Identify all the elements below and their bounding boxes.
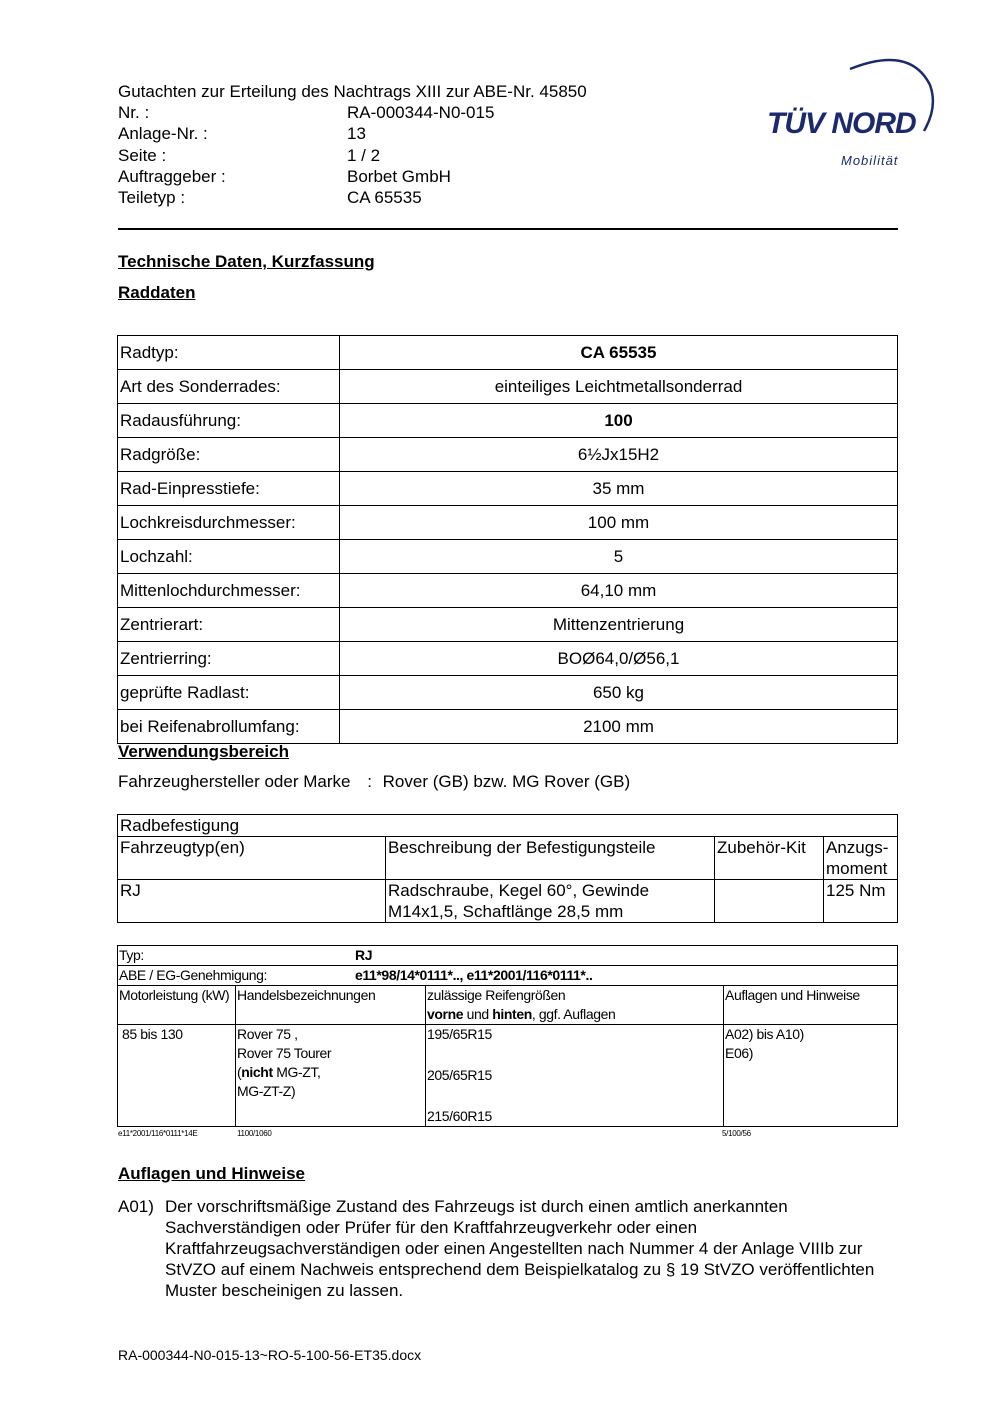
small-code-a: e11*2001/116*0111*14E [118,1129,198,1138]
reifen-und: und [463,1006,493,1022]
reifen-header-line2 [427,1005,722,1024]
header-value: 13 [347,124,366,144]
motor-value: 85 bis 130 [118,1025,236,1127]
section-title-raddaten: Raddaten [118,283,196,302]
reifen-size: 205/65R15 [427,1067,492,1083]
table-row [118,506,898,540]
table-row [118,966,898,986]
typ-row [118,946,898,966]
handel-cell [236,1025,426,1127]
reifen-cell [426,1025,724,1127]
reifen-size: 195/65R15 [427,1026,492,1042]
tuv-nord-logo: TÜV NORD [767,107,916,140]
raddaten-value: 100 [340,404,898,438]
befestigung-typ: RJ [118,880,386,923]
section-title-verwendung: Verwendungsbereich [118,742,289,761]
raddaten-value: 5 [340,540,898,574]
abe-row [118,966,898,986]
reifen-hinten: hinten [492,1006,532,1022]
typ-value: RJ [355,947,373,963]
raddaten-value: 64,10 mm [340,574,898,608]
table-row [118,642,898,676]
raddaten-label: Zentrierring: [118,642,340,676]
auflage-text: Der vorschriftsmäßige Zustand des Fahrzeugs ist durch einen amtlich anerkannten Sachverständigen oder Prüfer für den Kraftfahrzeugverkehr oder einen Kraftfahrzeugsachverständigen oder einen Angestellten nach Nummer 4 der Anlage VIIIb zur StVZO auf einem Nachweis entsprechend dem Beispielkatalog zu § 19 StVZO veröffentlichten Muster bescheinigen zu lassen. [165,1197,875,1300]
table-row [118,472,898,506]
raddaten-label: Mittenlochdurchmesser: [118,574,340,608]
table-row [118,1025,898,1127]
befestigung-table [117,814,898,923]
befestigung-moment: 125 Nm [824,880,898,923]
befestigung-title: Radbefestigung [118,815,898,837]
raddaten-label: Lochzahl: [118,540,340,574]
raddaten-label: geprüfte Radlast: [118,676,340,710]
header-label: Teiletyp : [118,188,186,208]
befestigung-beschreibung: Radschraube, Kegel 60°, Gewinde M14x1,5, Schaftlänge 28,5 mm [386,880,715,923]
column-header-reifen [426,986,724,1025]
handel-line: Rover 75 Tourer [237,1045,332,1061]
raddaten-label: Radtyp: [118,336,340,370]
column-header: Handelsbezeichnungen [236,986,426,1025]
header-divider [118,228,898,230]
befestigung-kit [715,880,824,923]
raddaten-label: Art des Sonderrades: [118,370,340,404]
column-header: Motorleistung (kW) [118,986,236,1025]
handel-line: MG-ZT-Z) [237,1083,296,1099]
reifen-size: 215/60R15 [427,1108,492,1124]
typ-table [117,945,898,1127]
header-row-seite [118,145,587,166]
section-title-auflagen: Auflagen und Hinweise [118,1164,306,1183]
header-label: Auftraggeber : [118,166,226,186]
raddaten-value: einteiliges Leichtmetallsonderrad [340,370,898,404]
table-row [118,438,898,472]
raddaten-value: 2100 mm [340,710,898,744]
handel-nicht: nicht [241,1064,273,1080]
document-header [118,81,587,208]
typ-label: Typ: [119,947,144,963]
raddaten-value: 650 kg [340,676,898,710]
table-row [118,574,898,608]
header-label: Seite : [118,145,167,165]
verwendung-separator: : [367,772,372,791]
table-row [118,815,898,837]
raddaten-value: 100 mm [340,506,898,540]
table-row [118,710,898,744]
column-header: Auflagen und Hinweise [724,986,898,1025]
table-row [118,880,898,923]
table-header-row [118,986,898,1025]
raddaten-value: CA 65535 [340,336,898,370]
table-row [118,540,898,574]
handel-mg: MG-ZT, [272,1064,321,1080]
raddaten-value: 6½Jx15H2 [340,438,898,472]
reifen-header-line1: zulässige Reifengrößen [427,987,566,1003]
raddaten-value: 35 mm [340,472,898,506]
footer-filename: RA-000344-N0-015-13~RO-5-100-56-ET35.docx [118,1347,422,1363]
table-header-row [118,837,898,880]
table-row [118,336,898,370]
logo-subtitle: Mobilität [841,153,899,168]
reifen-auflagen: , ggf. Auflagen [531,1006,616,1022]
verwendung-value: Rover (GB) bzw. MG Rover (GB) [382,772,631,791]
raddaten-label: bei Reifenabrollumfang: [118,710,340,744]
small-code-c: 5/100/56 [722,1129,751,1138]
header-label: Anlage-Nr. : [118,124,208,144]
header-label: Nr. : [118,103,150,123]
column-header: Zubehör-Kit [715,837,824,880]
auflagen-cell [724,1025,898,1127]
auflage-code: A01) [118,1197,154,1216]
header-row-nr [118,102,587,123]
section-title-tech: Technische Daten, Kurzfassung [118,252,375,271]
verwendung-label: Fahrzeughersteller oder Marke [118,772,351,791]
table-row [118,608,898,642]
table-row [118,946,898,966]
raddaten-label: Lochkreisdurchmesser: [118,506,340,540]
header-value: RA-000344-N0-015 [347,103,495,123]
column-header: Fahrzeugtyp(en) [118,837,386,880]
abe-label: ABE / EG-Genehmigung: [119,967,268,983]
auflagen-ref: A02) bis A10) [725,1026,804,1042]
abe-value: e11*98/14*0111*.., e11*2001/116*0111*.. [355,967,593,983]
header-value: Borbet GmbH [347,166,451,186]
raddaten-label: Zentrierart: [118,608,340,642]
raddaten-label: Radausführung: [118,404,340,438]
document-title: Gutachten zur Erteilung des Nachtrags XIII zur ABE-Nr. 45850 [118,82,587,101]
table-row [118,370,898,404]
header-value: CA 65535 [347,188,422,208]
handel-paren: ( [237,1064,242,1080]
raddaten-value: Mittenzentrierung [340,608,898,642]
table-row [118,404,898,438]
raddaten-label: Radgröße: [118,438,340,472]
small-code-b: 1100/1060 [237,1129,272,1138]
column-header: Beschreibung der Befestigungsteile [386,837,715,880]
raddaten-value: BOØ64,0/Ø56,1 [340,642,898,676]
reifen-vorne: vorne [427,1006,464,1022]
table-row [118,676,898,710]
header-value: 1 / 2 [347,145,381,165]
header-row-auftraggeber [118,166,587,187]
header-row-teiletyp [118,187,587,208]
verwendung-line [118,772,630,792]
raddaten-table [117,335,898,744]
auflagen-ref: E06) [725,1045,753,1061]
raddaten-label: Rad-Einpresstiefe: [118,472,340,506]
handel-line [237,1063,424,1082]
header-row-anlage [118,123,587,144]
handel-line: Rover 75 , [237,1026,298,1042]
column-header: Anzugs-moment [824,837,898,880]
